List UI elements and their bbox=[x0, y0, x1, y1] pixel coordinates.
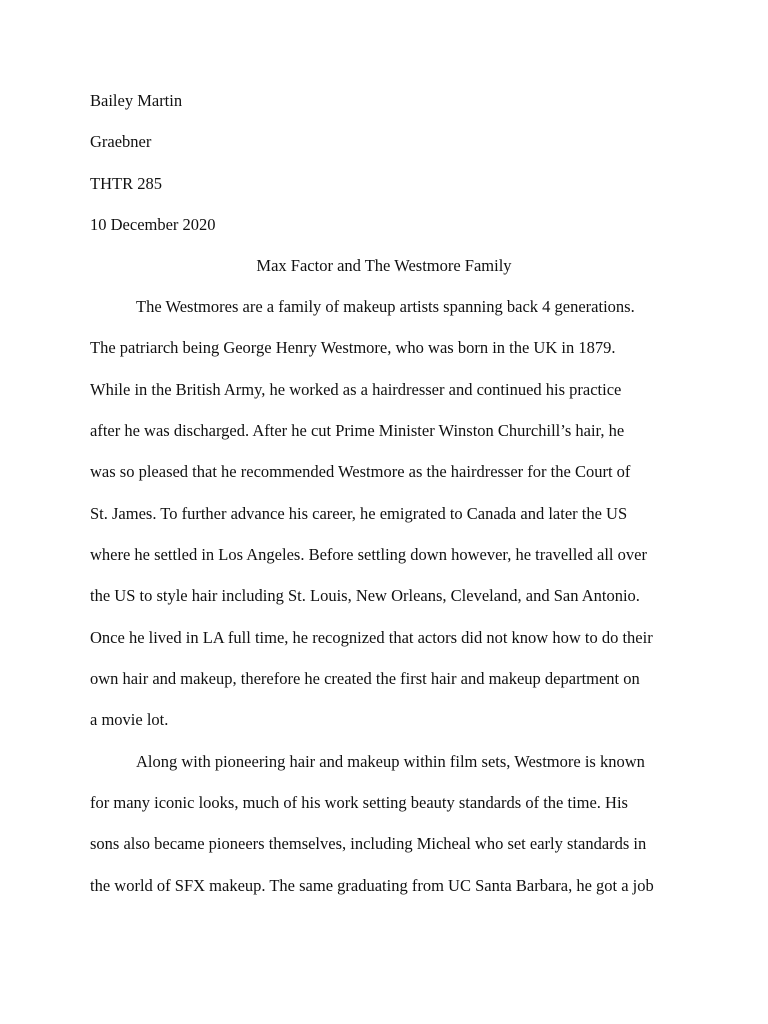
paragraph-1-line-11: a movie lot. bbox=[90, 710, 169, 729]
essay-title: Max Factor and The Westmore Family bbox=[256, 256, 512, 275]
paragraph-1-line-10: own hair and makeup, therefore he created the first hair and makeup department on bbox=[90, 669, 640, 688]
paragraph-1-line-8: the US to style hair including St. Louis, New Orleans, Cleveland, and San Antonio. bbox=[90, 586, 640, 605]
paragraph-1-line-1: The Westmores are a family of makeup artists spanning back 4 generations. bbox=[136, 297, 635, 316]
paragraph-1-line-9: Once he lived in LA full time, he recognized that actors did not know how to do their bbox=[90, 628, 653, 647]
paragraph-1-line-6: St. James. To further advance his career, he emigrated to Canada and later the US bbox=[90, 504, 628, 523]
paragraph-1-line-7: where he settled in Los Angeles. Before settling down however, he travelled all over bbox=[90, 545, 647, 564]
paragraph-2-line-2: for many iconic looks, much of his work setting beauty standards of the time. His bbox=[90, 793, 628, 812]
course-code: THTR 285 bbox=[90, 174, 162, 193]
paragraph-1-line-5: was so pleased that he recommended Westmore as the hairdresser for the Court of bbox=[90, 462, 631, 481]
paragraph-1-line-2: The patriarch being George Henry Westmore, who was born in the UK in 1879. bbox=[90, 338, 616, 357]
paragraph-1-line-3: While in the British Army, he worked as a hairdresser and continued his practice bbox=[90, 380, 622, 399]
student-name: Bailey Martin bbox=[90, 91, 183, 110]
paragraph-1-line-4: after he was discharged. After he cut Prime Minister Winston Churchill’s hair, he bbox=[90, 421, 625, 440]
paragraph-2-line-3: sons also became pioneers themselves, including Micheal who set early standards in bbox=[90, 834, 647, 853]
paragraph-2-line-4: the world of SFX makeup. The same graduating from UC Santa Barbara, he got a job bbox=[90, 876, 654, 895]
instructor-name: Graebner bbox=[90, 132, 152, 151]
paragraph-2-line-1: Along with pioneering hair and makeup within film sets, Westmore is known bbox=[136, 752, 645, 771]
essay-date: 10 December 2020 bbox=[90, 215, 216, 234]
